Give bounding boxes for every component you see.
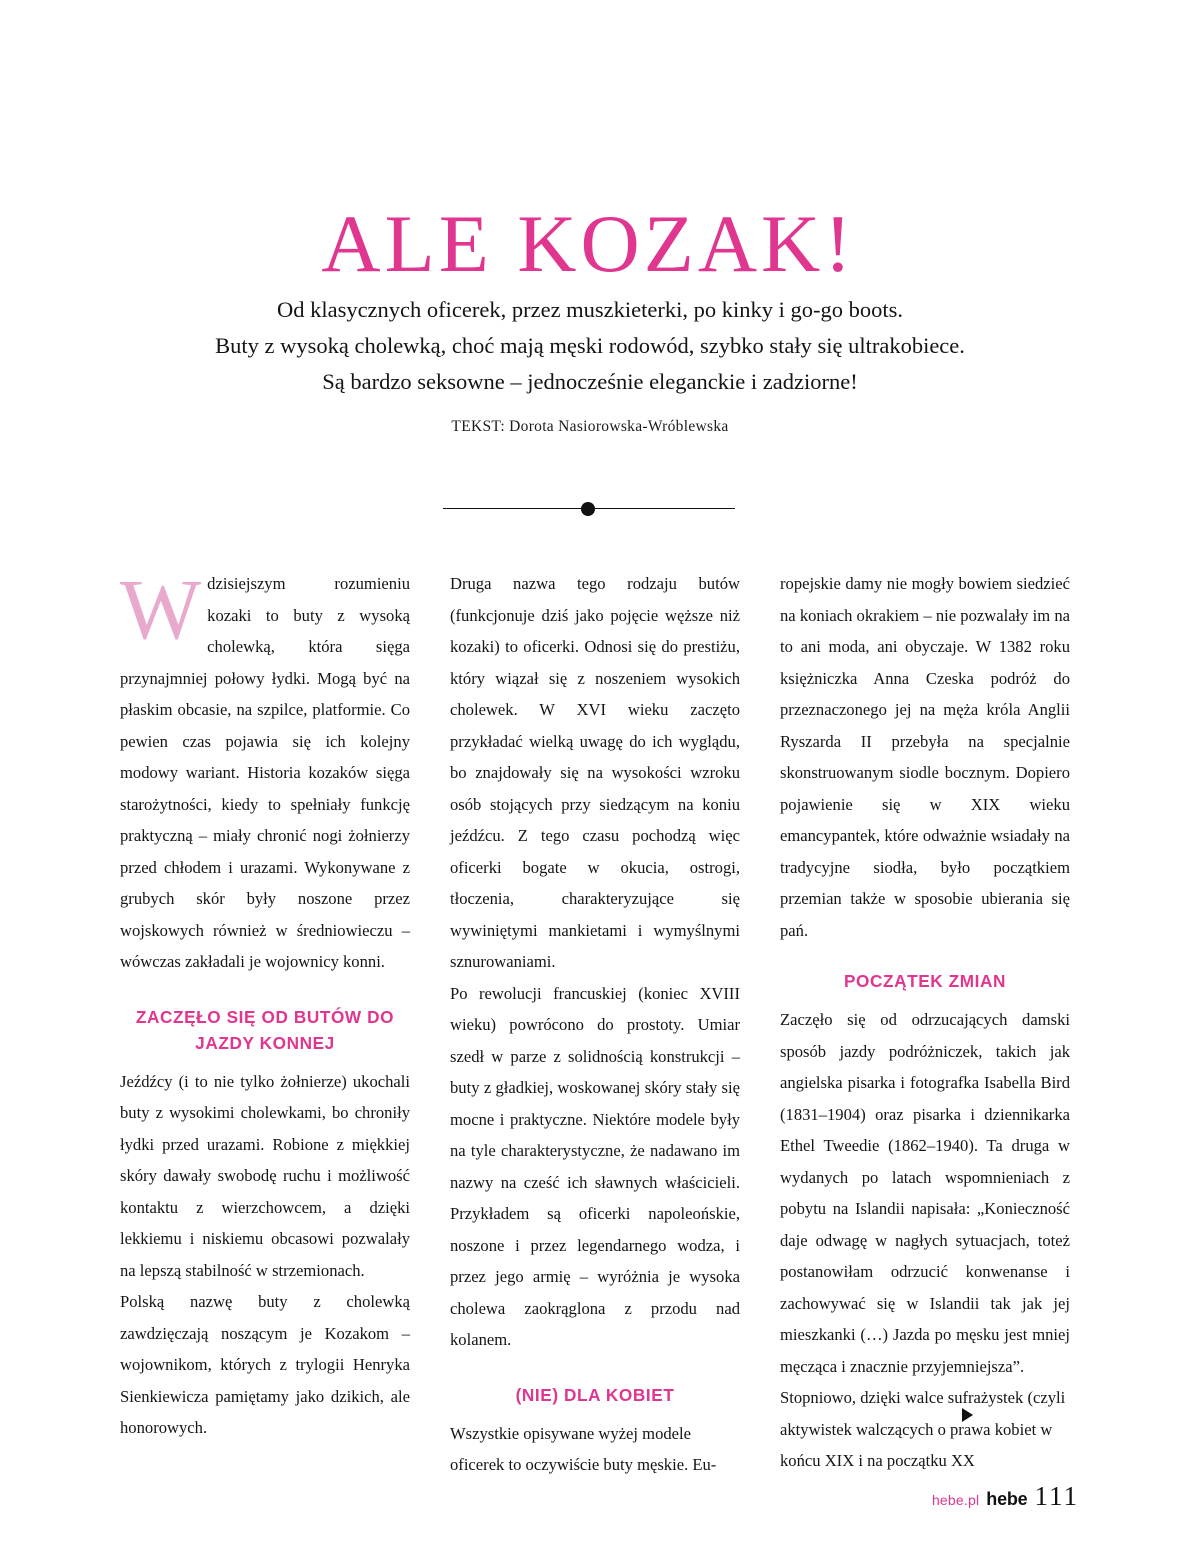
page-number: 111 [1034,1481,1079,1511]
lead-line-2: Buty z wysoką cholewką, choć mają męski rodowód, szybko stały się ultrakobiece. [215,333,965,358]
page-footer [932,1481,1079,1512]
column-one [120,561,410,1444]
lead-paragraph [150,292,1030,400]
paragraph: Jeźdźcy (i to nie tylko żołnierze) ukochali buty z wysokimi cholewkami, bo chroniły łydki przed urazami. Robione z miękkiej skóry dawały swobodę ruchu i możliwość kontaktu z wierzchowcem, a dzięki lekkiemu i niskiemu obcasowi pozwalały na lepszą stabilność w strzemionach. [120,1071,410,1280]
article-body [120,561,1080,1474]
lead-line-3: Są bardzo seksowne – jednocześnie eleganckie i zadziorne! [322,369,858,394]
subheading-poczatek-zmian: POCZĄTEK ZMIAN [843,971,1007,991]
subheading-zaczelo: ZACZĘŁO SIĘ OD BUTÓW DO JAZDY KONNEJ [135,1006,395,1053]
footer-site: hebe.pl [931,1492,980,1508]
paragraph: Polską nazwę buty z cholewką zawdzięczają noszącym je Kozakom – wojownikom, których z trylogii Henryka Sienkiewicza pamiętamy jako dzikich, ale honorowych. [120,1292,410,1437]
subheading-nie-dla-kobiet: (NIE) DLA KOBIET [515,1384,675,1405]
column-two [450,568,740,1481]
paragraph: Druga nazwa tego rodzaju butów (funkcjonuje dziś jako pojęcie węższe niż kozaki) to oficerki. Odnosi się do prestiżu, który wiązał się z noszeniem wysokich cholewek. W XVI wieku zaczęto przykładać wielką uwagę do ich wyglądu, bo znajdowały się na wysokości wzroku osób stojących przy siedzącym na koniu jeźdźcu. Z tego czasu pochodzą więc oficerki bogate w okucia, ostrogi, tłoczenia, charakteryzujące się wywiniętymi mankietami i wymyślnymi sznurowaniami. [450,574,740,971]
section-divider [443,502,735,516]
paragraph: ropejskie damy nie mogły bowiem siedzieć na koniach okrakiem – nie pozwalały im na to ani moda, ani obyczaje. W 1382 roku księżniczka Anna Czeska podróż do przeznaczonego jej na męża króla Anglii Ryszarda II przebyła na specjalnie skonstruowanym siodle bocznym. Dopiero pojawienie się w XIX wieku emancypantek, które odważnie wsiadały na tradycyjne siodła, było początkiem przemian także w sposobie ubierania się pań. [780,574,1070,940]
page-title: ALE KOZAK! [321,197,856,289]
divider-dot [581,502,595,516]
paragraph: Zaczęło się od odrzucających damski sposób jazdy podróżniczek, takich jak angielska pisarka i fotografka Isabella Bird (1831–1904) oraz pisarka i dziennikarka Ethel Tweedie (1862–1940). Ta druga w wydanych po latach wspomnieniach z pobytu na Islandii napisała: „Konieczność daje odwagę w nagłych sytuacjach, toteż postanowiłam odrzucić konwenanse i zachowywać się w Islandii tak jak jej mieszkanki (…) Jazda po męsku jest mniej męcząca i znacznie przyjemniejsza”. [780,1010,1070,1376]
footer-brand: hebe [986,1489,1028,1509]
column-three [780,568,1070,1477]
drop-cap: W [120,561,202,657]
paragraph-text: dzisiejszym rozumieniu kozaki to buty z wysoką cholewką, która sięga przynajmniej połowy łydki. Mogą być na płaskim obcasie, na szpilce, platformie. Co pewien czas pojawia się ich kolejny modowy wariant. Historia kozaków sięga starożytności, kiedy to spełniały funkcję praktyczną – miały chronić nogi żołnierzy przed chłodem i urazami. Wykonywane z grubych skór były noszone przez wojskowych również w średniowieczu – wówczas zakładali je wojownicy konni. [120,574,410,971]
lead-line-1: Od klasycznych oficerek, przez muszkieterki, po kinky i go-go boots. [276,297,904,322]
continued-arrow-icon [962,1408,973,1422]
paragraph: Wszystkie opisywane wyżej modele oficerek to oczywiście buty męskie. Eu- [450,1423,717,1474]
paragraph [120,561,410,978]
paragraph: Stopniowo, dzięki walce sufrażystek (czyli aktywistek walczących o prawa kobiet w końcu XIX i na początku XX [780,1388,1066,1470]
byline: TEKST: Dorota Nasiorowska-Wróblewska [451,418,729,435]
paragraph: Po rewolucji francuskiej (koniec XVIII wieku) powrócono do prostoty. Umiar szedł w parze z solidnością konstrukcji – buty z gładkiej, woskowanej skóry stały się mocne i praktyczne. Niektóre modele były na tyle charakterystyczne, że nadawano im nazwy na cześć ich sławnych właścicieli. Przykładem są oficerki napoleońskie, noszone i przez legendarnego wodza, i przez jego armię – wyróżnia je wysoka cholewa zaokrąglona z przodu nad kolanem. [450,983,740,1349]
